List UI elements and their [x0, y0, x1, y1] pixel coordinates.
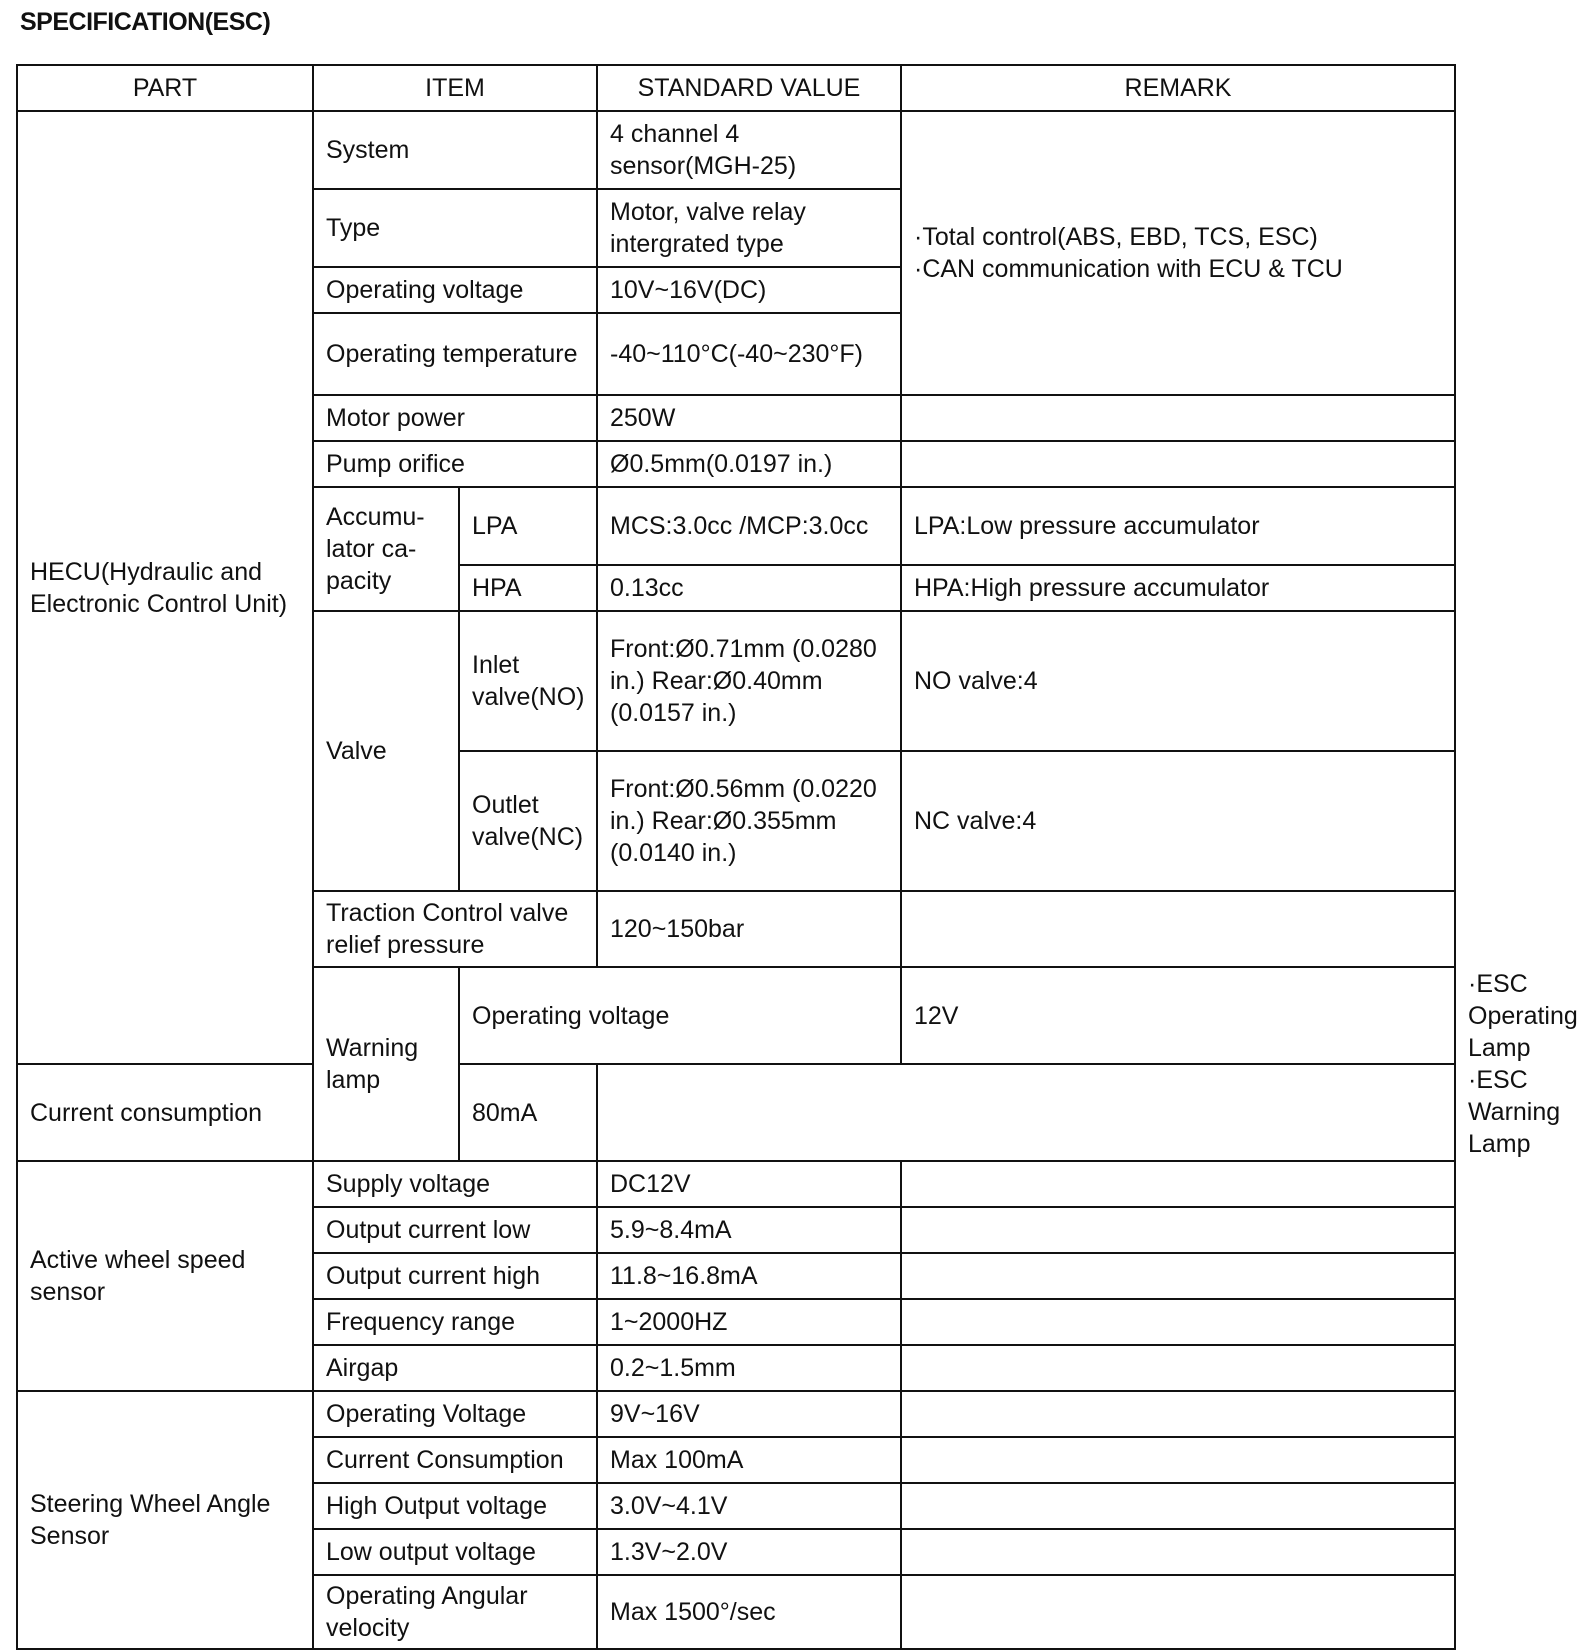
table-row — [17, 1391, 1455, 1437]
value-cell: 9V~16V — [597, 1391, 901, 1437]
remark-cell: LPA:Low pressure accumulator — [901, 487, 1455, 565]
page-title: SPECIFICATION(ESC) — [20, 8, 271, 36]
remark-cell — [901, 1437, 1455, 1483]
remark-cell — [901, 1575, 1455, 1649]
part-warning-lamp: Warning lamp — [313, 967, 459, 1161]
item-cell: Operating Voltage — [313, 1391, 597, 1437]
remark-cell — [901, 1207, 1455, 1253]
header-standard-value: STANDARD VALUE — [597, 65, 901, 111]
value-cell: 1~2000HZ — [597, 1299, 901, 1345]
remark-cell — [901, 1161, 1455, 1207]
remark-cell — [901, 1529, 1455, 1575]
value-cell: 10V~16V(DC) — [597, 267, 901, 313]
subitem-hpa: HPA — [459, 565, 597, 611]
item-cell: Output current high — [313, 1253, 597, 1299]
value-cell: 4 channel 4 sensor(MGH-25) — [597, 111, 901, 189]
item-cell: Frequency range — [313, 1299, 597, 1345]
header-row — [17, 65, 1455, 111]
header-remark: REMARK — [901, 65, 1455, 111]
part-hecu: HECU(Hydraulic and Electronic Control Unit) — [17, 111, 313, 1064]
value-cell: 120~150bar — [597, 891, 901, 967]
remark-cell — [901, 1299, 1455, 1345]
item-cell: Operating Angular velocity — [313, 1575, 597, 1649]
item-cell: Pump orifice — [313, 441, 597, 487]
item-accumulator: Accumu-lator ca-pacity — [313, 487, 459, 611]
value-cell: Motor, valve relay intergrated type — [597, 189, 901, 267]
value-cell: -40~110°C(-40~230°F) — [597, 313, 901, 395]
remark-cell — [901, 395, 1455, 441]
item-cell: Airgap — [313, 1345, 597, 1391]
specification-table — [16, 64, 1578, 1650]
remark-hecu-control: ·Total control(ABS, EBD, TCS, ESC) ·CAN communication with ECU & TCU — [901, 111, 1455, 395]
value-cell: 80mA — [459, 1064, 597, 1161]
item-cell: Current consumption — [17, 1064, 459, 1161]
table-row — [17, 111, 1455, 189]
part-steering-angle-sensor: Steering Wheel Angle Sensor — [17, 1391, 313, 1649]
value-cell: 5.9~8.4mA — [597, 1207, 901, 1253]
remark-cell — [901, 1483, 1455, 1529]
value-cell: Front:Ø0.56mm (0.0220 in.) Rear:Ø0.355mm (0.0140 in.) — [597, 751, 901, 891]
item-cell: Operating voltage — [313, 267, 597, 313]
item-cell: Motor power — [313, 395, 597, 441]
remark-cell — [901, 1391, 1455, 1437]
part-wheel-speed-sensor: Active wheel speed sensor — [17, 1161, 313, 1391]
value-cell: 0.13cc — [597, 565, 901, 611]
value-cell: Max 100mA — [597, 1437, 901, 1483]
remark-cell: HPA:High pressure accumulator — [901, 565, 1455, 611]
item-cell: Operating temperature — [313, 313, 597, 395]
table-row — [17, 1161, 1455, 1207]
value-cell: 3.0V~4.1V — [597, 1483, 901, 1529]
item-cell: System — [313, 111, 597, 189]
value-cell: 0.2~1.5mm — [597, 1345, 901, 1391]
value-cell: DC12V — [597, 1161, 901, 1207]
item-cell: Output current low — [313, 1207, 597, 1253]
value-cell: 11.8~16.8mA — [597, 1253, 901, 1299]
table-row — [17, 1064, 1455, 1161]
header-part: PART — [17, 65, 313, 111]
value-cell: 12V — [901, 967, 1455, 1064]
remark-cell: NO valve:4 — [901, 611, 1455, 751]
remark-cell — [901, 891, 1455, 967]
remark-cell — [901, 1345, 1455, 1391]
header-item: ITEM — [313, 65, 597, 111]
item-cell: High Output voltage — [313, 1483, 597, 1529]
subitem-inlet-valve: Inlet valve(NO) — [459, 611, 597, 751]
value-cell: 1.3V~2.0V — [597, 1529, 901, 1575]
item-cell: Low output voltage — [313, 1529, 597, 1575]
value-cell: MCS:3.0cc /MCP:3.0cc — [597, 487, 901, 565]
item-valve: Valve — [313, 611, 459, 891]
value-cell: Ø0.5mm(0.0197 in.) — [597, 441, 901, 487]
value-cell: Max 1500°/sec — [597, 1575, 901, 1649]
value-cell: 250W — [597, 395, 901, 441]
remark-cell: NC valve:4 — [901, 751, 1455, 891]
remark-cell — [901, 441, 1455, 487]
item-cell: Supply voltage — [313, 1161, 597, 1207]
table-row: Warning lamp Operating voltage 12V ·ESC Operating Lamp ·ESC Warning Lamp — [17, 967, 1455, 1064]
value-cell: Front:Ø0.71mm (0.0280 in.) Rear:Ø0.40mm (0.0157 in.) — [597, 611, 901, 751]
remark-cell — [901, 1253, 1455, 1299]
item-cell: Traction Control valve relief pressure — [313, 891, 597, 967]
item-cell: Current Consumption — [313, 1437, 597, 1483]
subitem-lpa: LPA — [459, 487, 597, 565]
item-cell: Operating voltage — [459, 967, 901, 1064]
item-cell: Type — [313, 189, 597, 267]
subitem-outlet-valve: Outlet valve(NC) — [459, 751, 597, 891]
